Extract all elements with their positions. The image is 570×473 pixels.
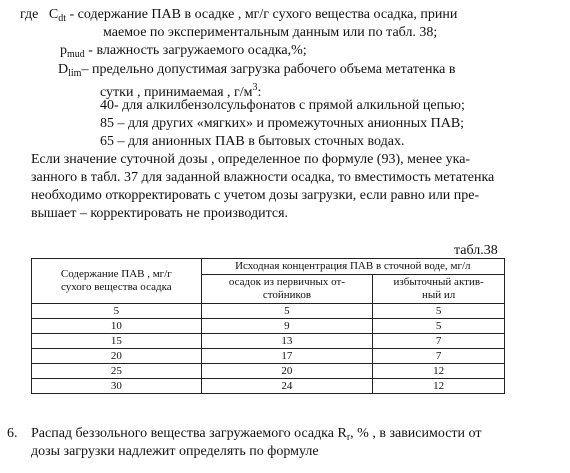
col2-header <box>201 275 373 304</box>
table-cell: 15 <box>32 334 202 349</box>
table-row <box>32 334 505 349</box>
table-cell: 17 <box>201 349 373 364</box>
d-lim-subscript: lim <box>68 68 82 79</box>
col2-header-line1: осадок из первичных от- <box>228 276 345 288</box>
definition-d-lim <box>58 62 455 82</box>
c-dt-subscript: dt <box>58 13 67 24</box>
r-subscript: r <box>346 432 351 443</box>
p-mud-text: - влажность загружаемого осадка,%; <box>84 43 307 58</box>
table-row <box>32 349 505 364</box>
table-cell: 12 <box>373 379 505 394</box>
d-lim-colon: : <box>257 85 262 100</box>
table-cell: 13 <box>201 334 373 349</box>
col3-header <box>373 275 505 304</box>
item-85: 85 – для других «мягких» и промежуточных анионных ПАВ; <box>100 116 465 131</box>
d-lim-unit-text: сутки , принимаемая , г/м <box>100 85 253 100</box>
table-title: табл.38 <box>454 243 498 258</box>
table-cell: 7 <box>373 334 505 349</box>
table-cell: 7 <box>373 349 505 364</box>
table-cell: 9 <box>201 319 373 334</box>
table-cell: 20 <box>201 364 373 379</box>
item-6-number: 6. <box>7 426 18 441</box>
definition-c-dt <box>20 7 457 27</box>
table-cell: 20 <box>32 349 202 364</box>
col1-header <box>32 259 202 304</box>
d-lim-symbol: D <box>58 62 69 77</box>
d-lim-superscript: 3 <box>252 82 258 93</box>
paragraph-line-3: необходимо откорректировать с учетом дозы загрузки, если равно или пре- <box>31 188 480 203</box>
table-row <box>32 319 505 334</box>
where-label: где <box>20 7 39 22</box>
d-lim-text: – предельно допустимая загрузка рабочего объема метатенка в <box>81 62 456 77</box>
p-mud-symbol: p <box>60 43 67 58</box>
table-row <box>32 304 505 319</box>
item-40: 40- для алкилбензолсульфонатов с прямой алкильной цепью; <box>100 98 465 113</box>
definition-p-mud <box>60 43 307 63</box>
c-dt-text-cont: маемое по экспериментальным данным или по табл. 38; <box>103 25 438 40</box>
table-cell: 12 <box>373 364 505 379</box>
item-6-line-1 <box>31 426 481 446</box>
paragraph-line-1: Если значение суточной дозы , определенное по формуле (93), менее ука- <box>31 152 471 167</box>
col3-header-line1: избыточный актив- <box>393 276 484 288</box>
paragraph-line-2: занного в табл. 37 для заданной влажности осадка, то вместимость метатенка <box>31 170 495 185</box>
table-cell: 5 <box>373 304 505 319</box>
table-cell: 10 <box>32 319 202 334</box>
data-table <box>31 258 505 394</box>
table-row <box>32 364 505 379</box>
group-header: Исходная концентрация ПАВ в сточной воде, мг/л <box>201 259 504 275</box>
item-6-text-a: Распад беззольного вещества загружаемого осадка R <box>31 426 347 441</box>
table-cell: 25 <box>32 364 202 379</box>
c-dt-text: - содержание ПАВ в осадке , мг/г сухого вещества осадка, прини <box>66 7 458 22</box>
col2-header-line2: стойников <box>262 289 312 301</box>
item-6-text-b: , % , в зависимости от <box>350 426 482 441</box>
col3-header-line2: ный ил <box>421 289 456 301</box>
table-cell: 24 <box>201 379 373 394</box>
item-6-line-2: дозы загрузки надлежит определять по формуле <box>31 444 319 459</box>
p-mud-subscript: mud <box>67 49 85 60</box>
table-cell: 5 <box>373 319 505 334</box>
table-row <box>32 379 505 394</box>
table-cell: 30 <box>32 379 202 394</box>
table-cell: 5 <box>201 304 373 319</box>
c-dt-symbol: C <box>48 7 59 22</box>
paragraph-line-4: вышает – корректировать не производится. <box>31 206 289 221</box>
table-cell: 5 <box>32 304 202 319</box>
col1-header-line2: сухого вещества осадка <box>60 281 172 293</box>
item-65: 65 – для анионных ПАВ в бытовых сточных водах. <box>100 134 405 149</box>
col1-header-line1: Содержание ПАВ , мг/г <box>60 268 172 280</box>
